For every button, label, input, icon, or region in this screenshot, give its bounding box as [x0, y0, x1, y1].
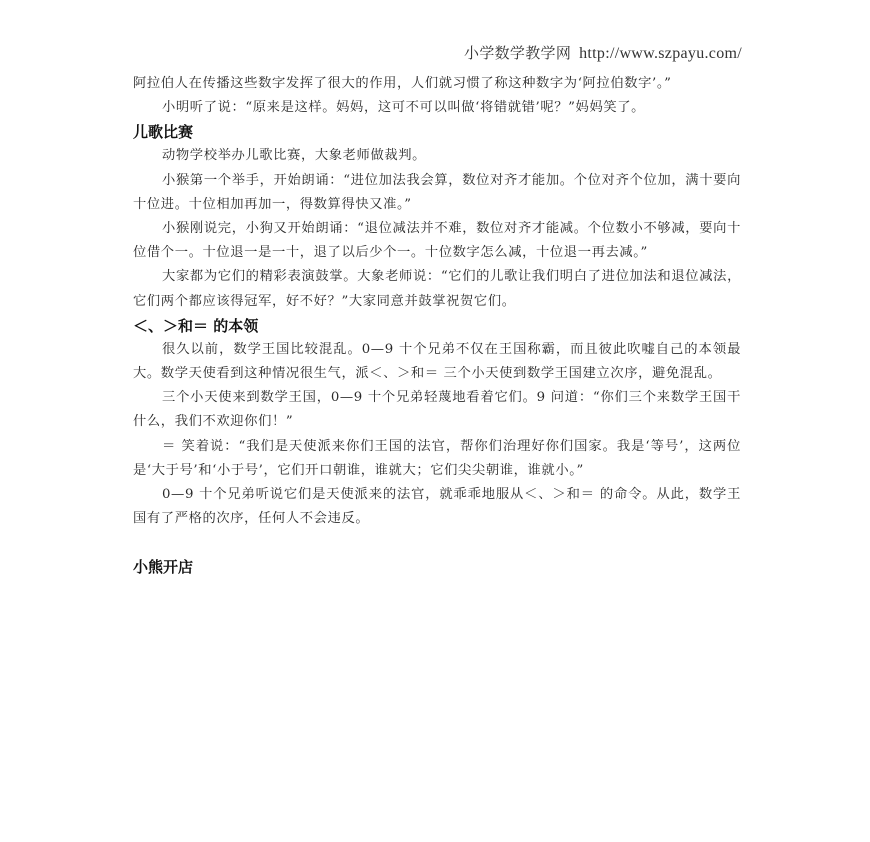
paragraph: 动物学校举办儿歌比赛，大象老师做裁判。: [162, 148, 427, 164]
paragraph: 0—9 十个兄弟听说它们是天使派来的法官，就乖乖地服从＜、＞和＝ 的命令。从此，数学王国有了严格的次序，任何人不会违反。: [133, 487, 741, 527]
section-title: ＜、＞和＝ 的本领: [133, 316, 259, 335]
paragraph: 小猴第一个举手，开始朗诵：“进位加法我会算，数位对齐才能加。个位对齐个位加，满十要向十位进。十位相加再加一，得数算得快又准。”: [133, 172, 741, 212]
paragraph: 小猴刚说完，小狗又开始朗诵：“退位减法并不难，数位对齐才能减。个位数小不够减，要向十位借个一。十位退一是一十，退了以后少个一。十位数字怎么减，十位退一再去减。”: [133, 221, 741, 261]
site-name: 小学数学教学网: [464, 44, 572, 62]
paragraph: 三个小天使来到数学王国，0—9 十个兄弟轻蔑地看着它们。9 问道：“你们三个来数学王国干什么，我们不欢迎你们！”: [133, 390, 741, 430]
paragraph: 阿拉伯人在传播这些数字发挥了很大的作用，人们就习惯了称这种数字为‘阿拉伯数字’。”: [133, 76, 672, 91]
document-body: [133, 72, 741, 579]
site-url[interactable]: http://www.szpayu.com/: [579, 45, 742, 62]
paragraph: ＝ 笑着说：“我们是天使派来你们王国的法官，帮你们治理好你们国家。我是‘等号’，这两位是‘大于号’和‘小于号’，它们开口朝谁，谁就大；它们尖尖朝谁，谁就小。”: [133, 438, 741, 478]
page-header: [464, 42, 742, 63]
section-title: 儿歌比赛: [133, 123, 194, 142]
spacer: [133, 531, 741, 555]
paragraph: 大家都为它们的精彩表演鼓掌。大象老师说：“它们的儿歌让我们明白了进位加法和退位减法，它们两个都应该得冠军，好不好？”大家同意并鼓掌祝贺它们。: [133, 269, 741, 309]
paragraph: 小明听了说：“原来是这样。妈妈，这可不可以叫做‘将错就错’呢？”妈妈笑了。: [162, 100, 646, 116]
section-title: 小熊开店: [133, 558, 194, 577]
paragraph: 很久以前，数学王国比较混乱。0—9 十个兄弟不仅在王国称霸，而且彼此吹嘘自己的本领最大。数学天使看到这种情况很生气，派＜、＞和＝ 三个小天使到数学王国建立次序，避免混乱。: [133, 341, 741, 382]
